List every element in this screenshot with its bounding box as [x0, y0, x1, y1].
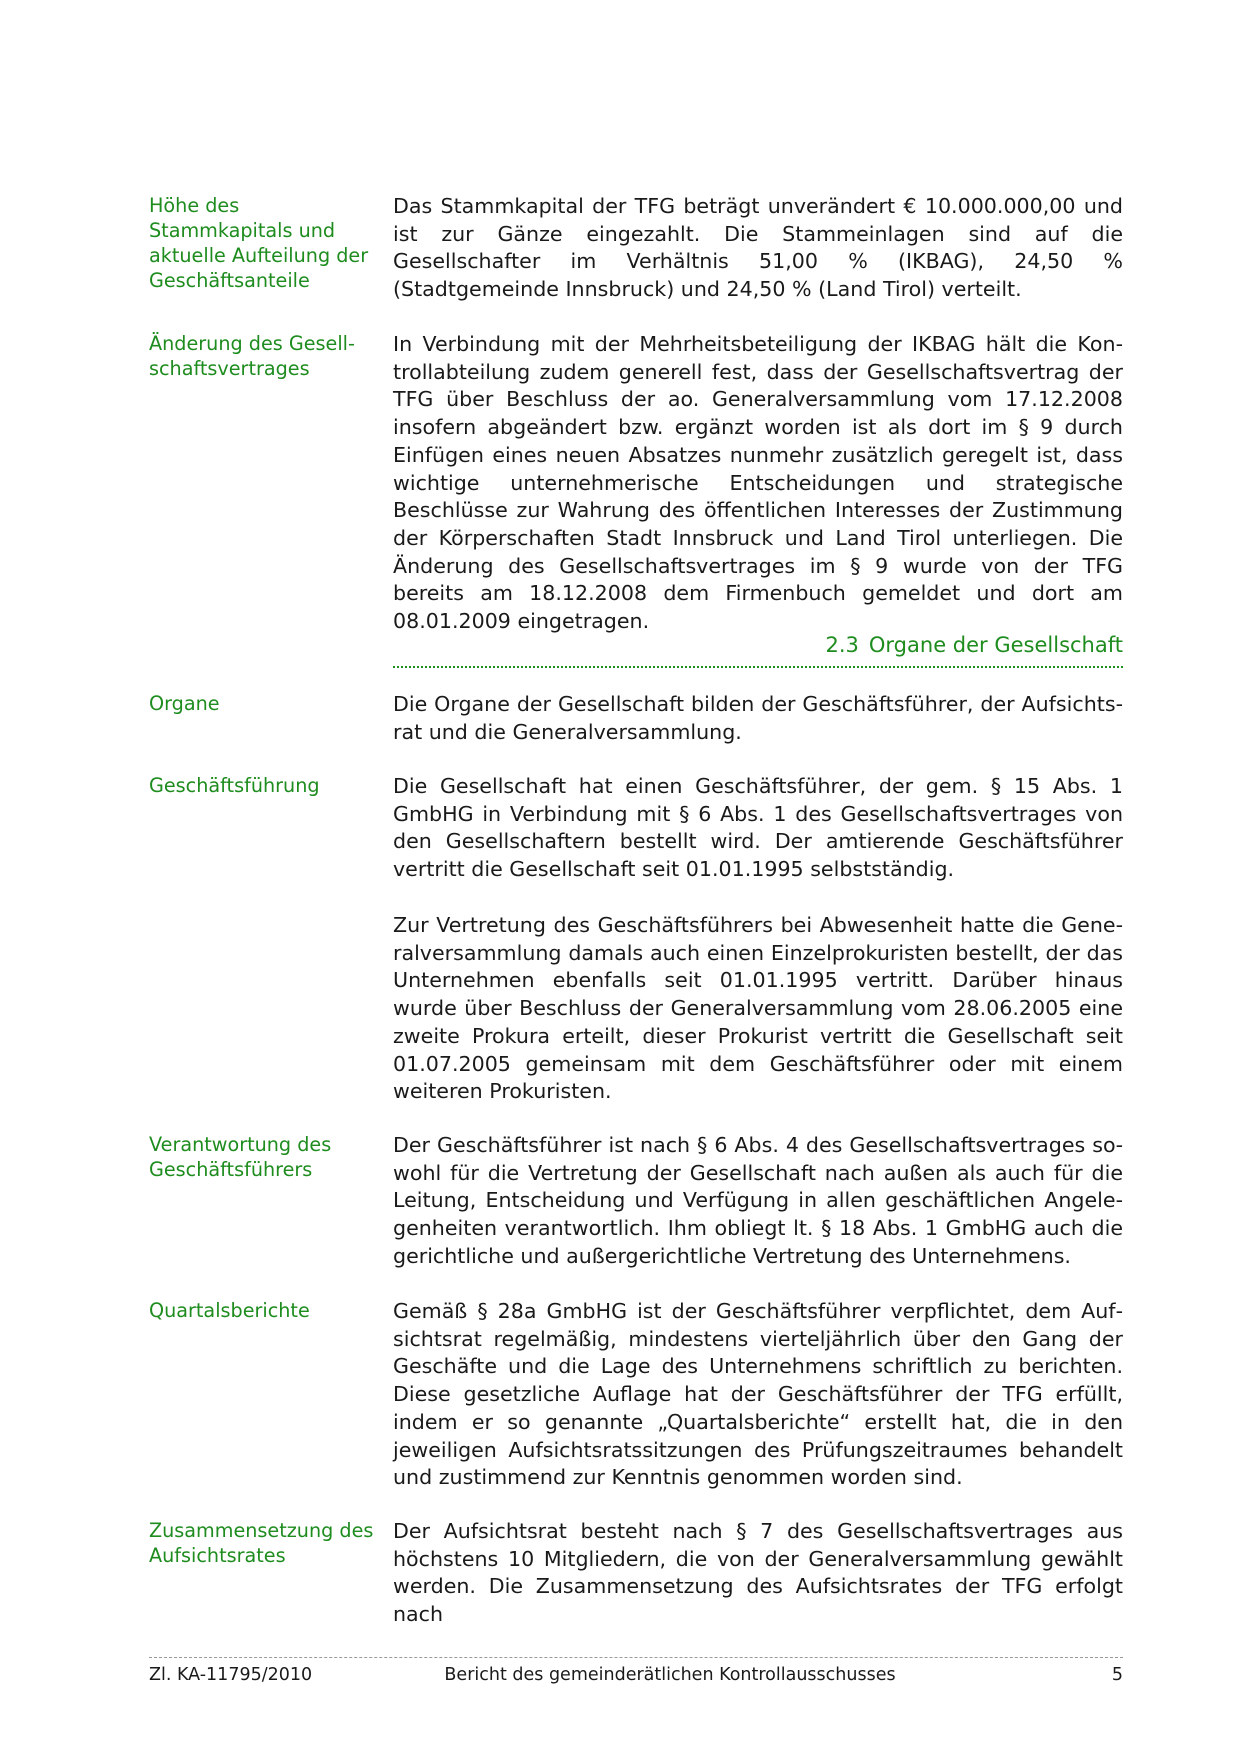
heading-dotted-rule [393, 666, 1123, 668]
margin-label-organe: Organe [149, 692, 220, 715]
margin-label-geschaeftsfuehrung: Geschäftsführung [149, 774, 320, 797]
section-title: Organe der Gesellschaft [868, 633, 1123, 657]
section-number: 2.3 [825, 633, 859, 657]
paragraph-aufsichtsrat: Der Aufsichtsrat besteht nach § 7 des Gesellschaftsvertrages aus höchstens 10 Mitgliedern, die von der Generalversammlung gewählt werden. Die Zusammensetzung des Aufsichtsrates der TFG erfolgt nach [393, 1519, 1123, 1627]
footer-title: Bericht des gemeinderätlichen Kontrollausschusses [444, 1665, 896, 1685]
section-heading [393, 631, 1123, 659]
paragraph-stammkapital: Das Stammkapital der TFG beträgt unverändert € 10.000.000,00 und ist zur Gänze eingezahlt. Die Stammeinlagen sind auf die Gesellschafter im Verhältnis 51,00 % (IKBAG), 24,50 % (Stadtgemeinde Innsbruck) und 24,50 % (Land Tirol) verteilt. [393, 194, 1123, 302]
paragraph-quartalsberichte: Gemäß § 28a GmbHG ist der Geschäftsführer verpflichtet, dem Aufsichtsrat regelmäßig, mindestens vierteljährlich über den Gang der Geschäfte und die Lage des Unternehmens schriftlich zu berichten. Diese gesetzliche Auflage hat der Geschäftsführer der TFG erfüllt, indem er so genannte „Quartalsberichte“ erstellt hat, die in den jeweiligen Aufsichtsratssitzungen des Prüfungszeitraumes behandelt und zustimmend zur Kenntnis genommen worden sind. [393, 1299, 1123, 1490]
paragraph-aenderung: In Verbindung mit der Mehrheitsbeteiligung der IKBAG hält die Kontrollabteilung zudem generell fest, dass der Gesellschaftsvertrag der TFG über Beschluss der ao. Generalversammlung vom 17.12.2008 insofern abgeändert bzw. ergänzt worden ist als dort im § 9 durch Einfügen eines neuen Absatzes nunmehr zusätzlich geregelt ist, dass wichtige unternehmerische Entscheidungen und strategische Beschlüsse zur Wahrung des öffentlichen Interesses der Zustimmung der Körperschaften Stadt Innsbruck und Land Tirol unterliegen. Die Änderung des Gesellschaftsvertrages im § 9 wurde von der TFG bereits am 18.12.2008 dem Firmenbuch gemeldet und dort am 08.01.2009 eingetragen. [393, 332, 1123, 634]
margin-label-quartalsberichte: Quartalsberichte [149, 1299, 310, 1322]
paragraph-vertretung: Zur Vertretung des Geschäftsführers bei Abwesenheit hatte die Generalversammlung damals auch einen Einzelprokuristen bestellt, der das Unternehmen ebenfalls seit 01.01.1995 vertritt. Darüber hinaus wurde über Beschluss der Generalversammlung vom 28.06.2005 eine zweite Prokura erteilt, dieser Prokurist vertritt die Gesellschaft seit 01.07.2005 gemeinsam mit dem Geschäftsführer oder mit einem weiteren Prokuristen. [393, 913, 1123, 1104]
paragraph-verantwortung: Der Geschäftsführer ist nach § 6 Abs. 4 des Gesellschaftsvertrages sowohl für die Vertretung der Gesellschaft nach außen als auch für die Leitung, Entscheidung und Verfügung in allen geschäftlichen Angelegenheiten verantwortlich. Ihm obliegt lt. § 18 Abs. 1 GmbHG auch die gerichtliche und außergerichtliche Vertretung des Unternehmens. [393, 1133, 1123, 1268]
footer-divider [149, 1657, 1123, 1658]
margin-label-aufsichtsrat: Zusammensetzung des Aufsichtsrates [149, 1519, 374, 1567]
footer-reference: Zl. KA-11795/2010 [149, 1665, 313, 1685]
margin-label-stammkapital: Höhe des Stammkapitals und aktuelle Aufteilung der Geschäftsanteile [149, 194, 369, 292]
paragraph-organe: Die Organe der Gesellschaft bilden der Geschäftsführer, der Aufsichtsrat und die Generalversammlung. [393, 692, 1123, 744]
margin-label-verantwortung: Verantwortung des Geschäftsführers [149, 1133, 332, 1181]
margin-label-aenderung: Änderung des Gesellschaftsvertrages [149, 332, 355, 380]
paragraph-geschaeftsfuehrung: Die Gesellschaft hat einen Geschäftsführer, der gem. § 15 Abs. 1 GmbHG in Verbindung mit § 6 Abs. 1 des Gesellschaftsvertrages von den Gesellschaftern bestellt wird. Der amtierende Geschäftsführer vertritt die Gesellschaft seit 01.01.1995 selbstständig. [393, 774, 1123, 882]
page-number: 5 [1111, 1665, 1123, 1685]
